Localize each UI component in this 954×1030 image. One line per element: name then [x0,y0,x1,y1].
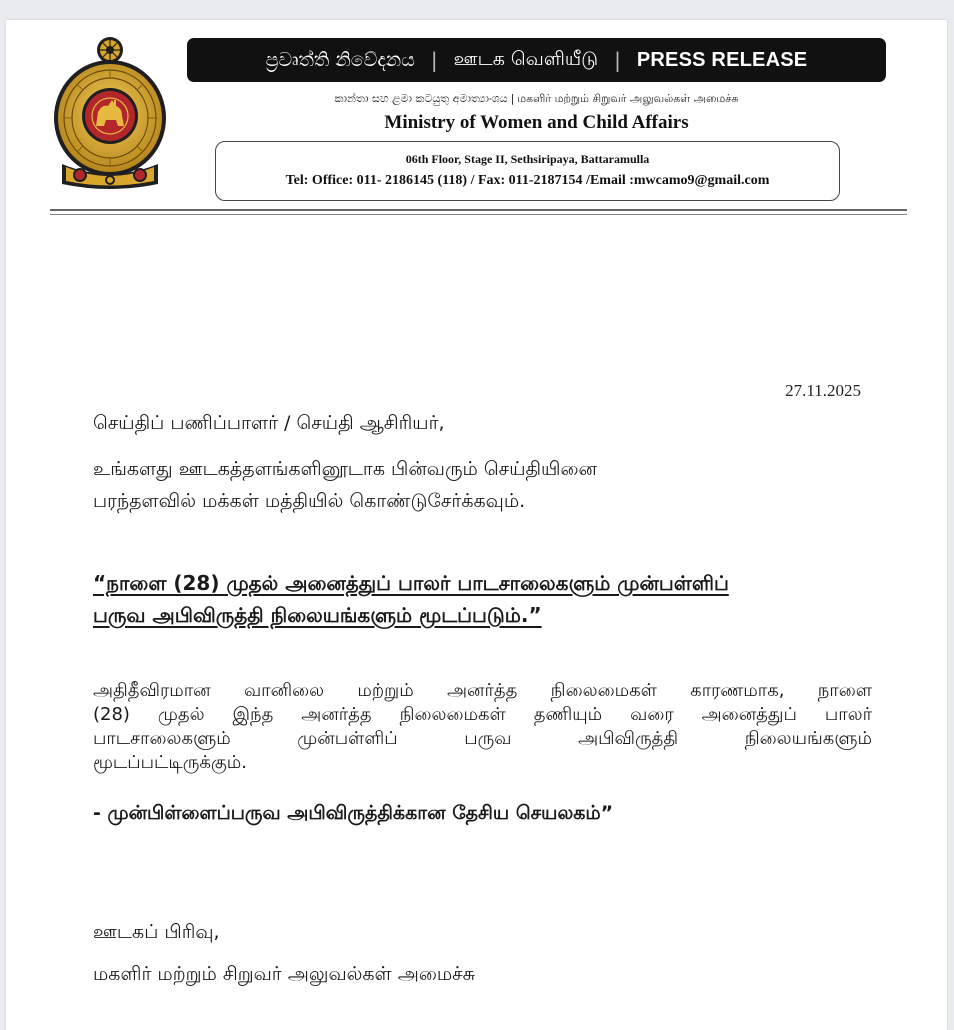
ministry-name-tamil: மகளிர் மற்றும் சிறுவர் அலுவல்கள் அமைச்சு [517,92,739,105]
salutation: செய்திப் பணிப்பாளர் / செய்தி ஆசிரியர், [93,412,445,434]
state-emblem-icon [50,34,170,194]
headline-line: பருவ அபிவிருத்தி நிலையங்களும் மூடப்படும்.” [93,603,542,627]
subline-separator: | [510,92,515,105]
contact-line: Tel: Office: 011- 2186145 (118) / Fax: 011-2187154 /Email :mwcamo9@gmail.com [285,173,770,188]
body-line: பாடசாலைகளும் முன்பள்ளிப் பருவ அபிவிருத்தி நிலையங்களும் [93,728,872,749]
source-signoff: - முன்பிள்ளைப்பருவ அபிவிருத்திக்கான தேசிய செயலகம்” [93,802,614,824]
banner-separator: | [430,48,438,72]
headline [93,567,871,631]
body-line: மூடப்பட்டிருக்கும். [93,752,247,773]
closing-ministry: மகளிர் மற்றும் சிறுவர் அலுவல்கள் அமைச்சு [93,963,476,985]
banner-tamil-title: ஊடக வெளியீடு [453,47,599,70]
press-release-page [6,20,947,1030]
banner-sinhala-title: ප්‍රවෘත්ති නිවේදනය [265,49,415,71]
press-release-banner [187,38,886,82]
headline-line: “நாளை (28) முதல் அனைத்துப் பாலர் பாடசாலைகளும் முன்பள்ளிப் [93,571,729,595]
closing-unit: ஊடகப் பிரிவு, [93,921,220,943]
request-line: பரந்தளவில் மக்கள் மத்தியில் கொண்டுசேர்க்கவும். [93,490,526,512]
ministry-name-local [187,92,886,107]
address-line: 06th Floor, Stage II, Sethsiripaya, Battaramulla [405,152,650,166]
letter-date: 27.11.2025 [785,381,861,400]
header-divider [50,214,907,215]
banner-separator: | [614,48,621,72]
body-line: (28) முதல் இந்த அனர்த்த நிலைமைகள் தணியும் வரை அனைத்துப் பாலர் [93,704,872,725]
ministry-name-english: Ministry of Women and Child Affairs [384,112,689,133]
request-line: உங்களது ஊடகத்தளங்களினூடாக பின்வரும் செய்தியினை [93,458,597,480]
header-divider [50,209,907,211]
body-paragraph [93,679,872,775]
address-box [215,141,840,201]
banner-english-title: PRESS RELEASE [636,48,808,71]
ministry-name-sinhala: කාන්තා සහ ළමා කටයුතු අමාත්‍යාංශය [334,92,508,105]
body-line: அதிதீவிரமான வானிலை மற்றும் அனர்த்த நிலைமைகள் காரணமாக, நாளை [93,680,872,701]
